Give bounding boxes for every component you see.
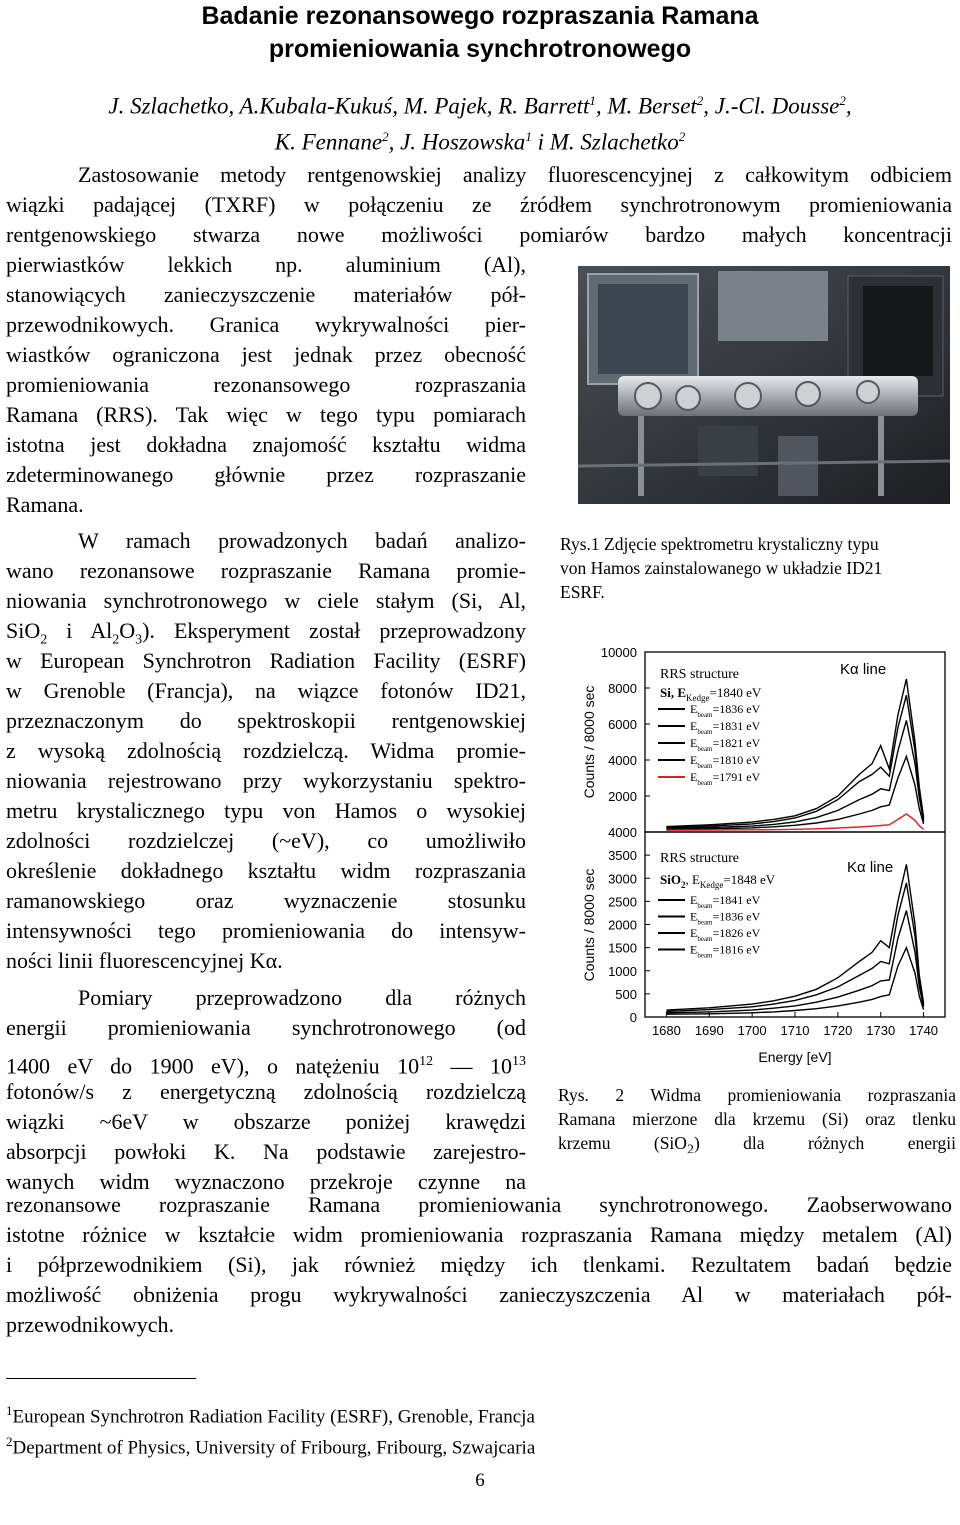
subtitle-text: SiO [660,872,681,887]
legend-label: $E_{beam}=1816$ eV [690,942,761,960]
caption-line: Rys. 2 Widma promieniowania rozpraszania [558,1085,956,1105]
y-tick-label: 3500 [608,848,637,864]
caption-line: ESRF. [560,582,605,602]
footnotes [6,1398,535,1461]
top-y-axis-label: Counts / 8000 sec [581,685,597,799]
intro-line: Zastosowanie metody rentgenowskiej analizy fluorescencyjnej z całkowitym odbiciem [78,162,952,187]
text-segment: — 10 [433,1053,512,1079]
y-tick-label: 2000 [608,917,637,933]
author-text: , M. Berset [595,93,697,119]
legend-label: $E_{beam}=1836$ eV [690,702,761,719]
text-line: istotna jest dokładna znajomość kształtu widma [6,432,526,457]
footnote-marker: 2 [6,1434,13,1450]
text-line: w Grenoble (Francja), na wiązce fotonów ID21, [6,678,526,703]
x-tick-label: 1720 [823,1023,853,1038]
subscript: 2 [40,632,48,648]
author-text: J. Szlachetko, A.Kubala-Kukuś, M. Pajek, R. Barrett [108,93,590,119]
bottom-title: RRS structure [660,851,739,866]
authors-line-1 [0,86,960,122]
y-tick-label: 2000 [608,789,637,804]
text-line: wanych widm wyznaczono przekroje czynne na [6,1169,526,1194]
affiliation-sup: 2 [678,128,686,144]
legend-label: $E_{beam}=1810$ eV [690,753,761,770]
text-line: Ramana (RRS). Tak więc w tego typu pomiarach [6,402,526,427]
text-line: przewodnikowych. [6,1312,175,1337]
text-line: wiastków ograniczona jest jednak przez obecność [6,342,526,367]
formula-text: SiO [6,618,41,643]
author-text: i M. Szlachetko [531,129,679,155]
affiliation-sup: 2 [696,93,704,108]
y-tick-label: 0 [629,1010,637,1025]
footnote-1 [6,1398,535,1429]
subtitle-sub: Kedge [686,693,710,703]
footnote-rule [6,1378,196,1379]
footnote-text: European Synchrotron Radiation Facility (ESRF), Grenoble, Francja [12,1406,535,1428]
legend-label: $E_{beam}=1841$ eV [690,893,761,910]
subtitle-mid: , E [685,872,700,887]
affiliation-sup: 2 [382,128,389,144]
author-text: , [845,93,852,119]
paragraph-experiment [6,526,526,976]
author-text: K. Fennane [274,129,383,155]
caption-line: von Hamos zainstalowanego w układzie ID21 [560,558,883,578]
text-line: rezonansowe rozpraszanie Ramana promieniowania synchrotronowego. Zaobserwowano [6,1192,952,1217]
paragraph-conclusion [6,1190,952,1340]
caption-line: Rys.1 Zdjęcie spektrometru krystaliczny typu [560,534,879,554]
x-axis-label: Energy [eV] [758,1049,832,1065]
footnote-2 [6,1429,535,1460]
formula-text: O [119,618,136,643]
top-subtitle [660,685,762,703]
top-title: RRS structure [660,667,739,682]
subtitle-sub: 2 [680,880,686,890]
legend-label: $E_{beam}=1836$ eV [690,909,761,927]
raman-spectra-chart [560,640,955,1070]
formula-text: ). Eksperyment został przeprowadzony [142,618,526,643]
paragraph-detection-limit [6,250,526,520]
caption-text: ) dla różnych energii [693,1133,956,1153]
x-tick-label: 1730 [866,1023,896,1038]
text-line: określenie dokładnego kształtu widm rozpraszania [6,858,526,883]
text-line: ności linii fluorescencyjnej Kα. [6,948,283,973]
affiliation-sup: 2 [839,93,846,108]
text-line: zdolności rozdzielczej (~eV), co umożliwiło [6,828,526,853]
legend-label: $E_{beam}=1821$ eV [690,736,761,753]
intro-line: rentgenowskiego stwarza nowe możliwości pomiarów bardzo małych koncentracji [6,222,952,247]
y-tick-label: 8000 [608,681,637,696]
text-line: fotonów/s z energetyczną zdolnością rozdzielczą [6,1079,526,1104]
text-line: wano rezonansowe rozpraszanie Ramana promie- [6,558,526,583]
y-tick-label: 1000 [608,963,637,979]
paper-title [0,0,960,66]
caption-text: krzemu (SiO [558,1133,687,1153]
text-line: Pomiary przeprowadzono dla różnych [78,985,526,1010]
text-line: zdeterminowanego głównie przez rozpraszanie [6,462,526,487]
text-line: absorpcji powłoki K. Na podstawie zarejestro- [6,1139,526,1164]
affiliation-sup: 1 [589,93,596,108]
paragraph-measurements [6,983,526,1197]
text-line [6,616,526,646]
intro-paragraph [6,160,952,250]
text-line: metru krystalicznego typu von Hamos o wysokiej [6,798,526,823]
text-segment: 1400 eV do 1900 eV), o natężeniu 10 [6,1053,420,1079]
page-number: 6 [475,1470,485,1491]
text-line: istotne różnice w kształcie widm promieniowania rozpraszania Ramana między metalem (Al) [6,1222,952,1247]
text-line [6,1043,526,1077]
intro-line: wiązki padającej (TXRF) w połączeniu ze źródłem synchrotronowym promieniowania [6,192,952,217]
subtitle-tail: =1840 eV [709,685,762,700]
subtitle-sub: Kedge [699,880,724,890]
affiliation-sup: 1 [525,128,532,144]
text-line: ramanowskiego oraz wyznaczenie stosunku [6,888,526,913]
y-tick-label: 4000 [608,753,637,768]
y-tick-label: 4000 [608,825,637,840]
caption-line [558,1131,956,1153]
subscript: 2 [112,632,120,648]
spectrum-line-3 [666,720,923,828]
text-line: przewodnikowych. Granica wykrywalności pier- [6,312,526,337]
figure-1-caption [560,532,950,604]
y-tick-label: 2500 [608,894,637,910]
text-line: wiązki ~6eV w obszarze poniżej krawędzi [6,1109,526,1134]
subtitle-text: Si, E [660,685,687,700]
x-tick-label: 1700 [737,1023,767,1038]
bottom-subtitle [660,872,776,890]
x-tick-label: 1690 [694,1023,724,1038]
title-line-1: Badanie rezonansowego rozpraszania Ramana [201,2,759,30]
text-line: w European Synchrotron Radiation Facility (ESRF) [6,648,526,673]
superscript: 13 [512,1054,526,1069]
text-line: intensywności tego promieniowania do intensyw- [6,918,526,943]
text-line: stanowiących zanieczyszczenie materiałów pół- [6,282,526,307]
author-text: , J. Hoszowska [388,129,526,155]
text-line: z wysoką zdolnością rozdzielczą. Widma promie- [6,738,526,763]
y-tick-label: 1500 [608,940,637,956]
text-line: możliwość obniżenia progu wykrywalności zanieczyszczenia Al w materiałach pół- [6,1282,952,1307]
bottom-y-axis-label: Counts / 8000 sec [581,868,597,982]
text-line: W ramach prowadzonych badań analizo- [78,528,526,553]
spectrometer-photo-drawing [578,266,950,504]
author-list [0,86,960,157]
text-line: energii promieniowania synchrotronowego (od [6,1015,526,1040]
caption-line: Ramana mierzone dla krzemu (Si) oraz tlenku [558,1109,956,1129]
legend-label: $E_{beam}=1826$ eV [690,926,761,943]
text-line: Ramana. [6,492,84,517]
subtitle-tail: =1848 eV [723,872,776,887]
spectrometer-photo [578,266,950,504]
author-text: , J.-Cl. Dousse [703,93,840,119]
y-tick-label: 3000 [608,871,637,887]
top-kalpha-annotation: Kα line [840,661,887,678]
title-line-2: promieniowania synchrotronowego [268,35,692,63]
text-line: pierwiastków lekkich np. aluminium (Al), [6,252,526,277]
authors-line-2 [0,122,960,158]
figure-2-caption [558,1083,956,1153]
superscript: 12 [419,1054,434,1069]
x-tick-label: 1740 [909,1023,939,1038]
text-line: przeznaczonym do spektroskopii rentgenowskiej [6,708,526,733]
y-tick-label: 500 [615,986,637,1002]
y-tick-label: 6000 [608,717,637,732]
text-line: i półprzewodnikiem (Si), jak również między ich tlenkami. Rezultatem badań będzie [6,1252,952,1277]
y-tick-label: 10000 [600,645,637,660]
subscript: 3 [135,632,143,648]
text-line: niowania rejestrowano przy wykorzystaniu spektro- [6,768,526,793]
subscript: 2 [686,1142,694,1153]
x-tick-label: 1680 [651,1023,681,1038]
bottom-kalpha-annotation: Kα line [847,859,894,876]
x-tick-label: 1710 [780,1023,810,1038]
formula-text: i Al [47,618,113,643]
text-line: promieniowania rezonansowego rozpraszania [6,372,526,397]
legend-label: $E_{beam}=1791$ eV [690,770,761,787]
text-line: niowania synchrotronowego w ciele stałym (Si, Al, [6,588,526,613]
footnote-text: Department of Physics, University of Fribourg, Fribourg, Szwajcaria [12,1437,536,1459]
footnote-marker: 1 [6,1403,13,1418]
legend-label: $E_{beam}=1831$ eV [690,719,761,736]
